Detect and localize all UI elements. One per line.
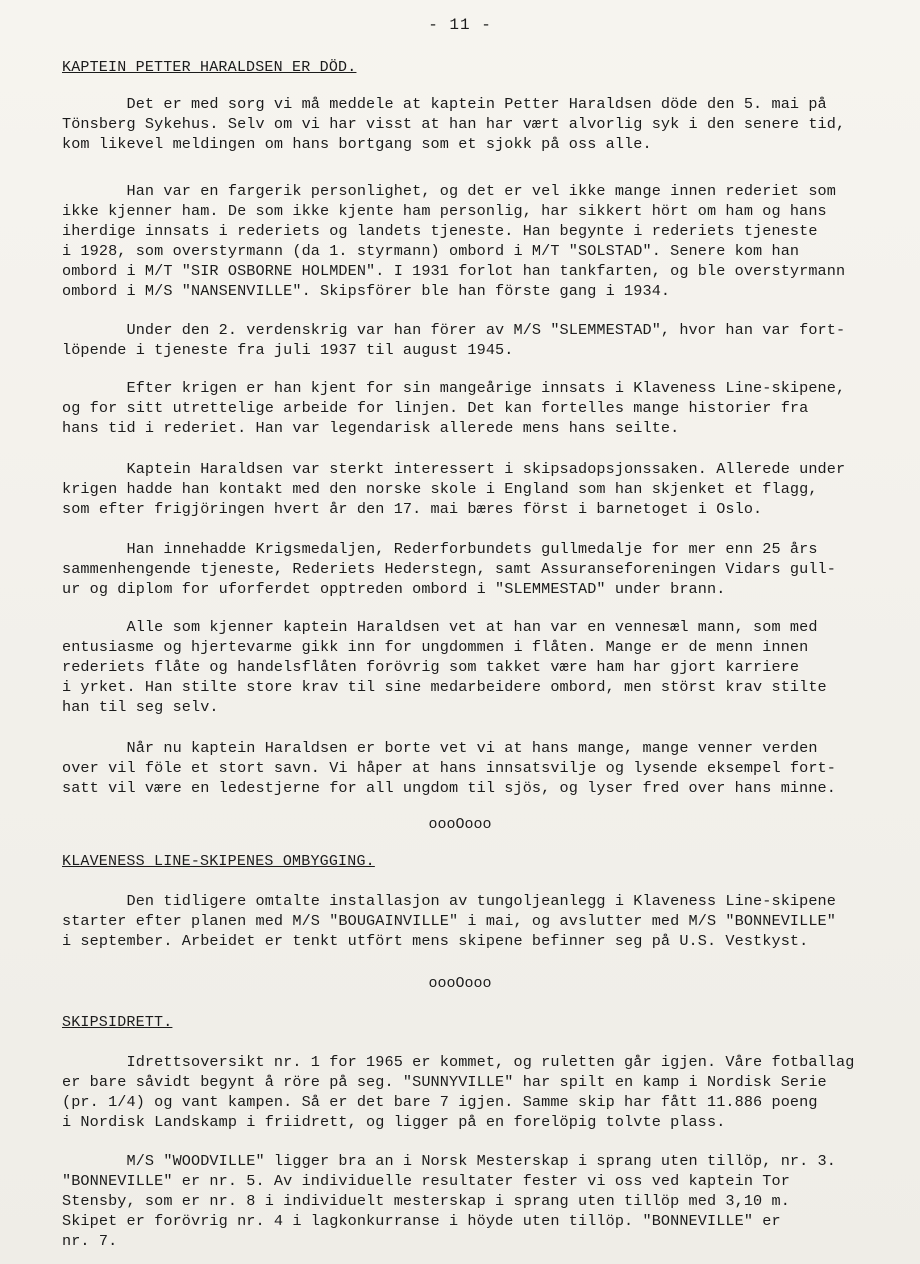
text-line: löpende i tjeneste fra juli 1937 til august 1945. — [62, 341, 514, 359]
text-line: entusiasme og hjertevarme gikk inn for ungdommen i flåten. Mange er de menn innen — [62, 638, 809, 656]
paragraph — [62, 459, 907, 519]
paragraph — [62, 320, 907, 360]
text-line: kom likevel meldingen om hans bortgang som et sjokk på oss alle. — [62, 135, 652, 153]
section-separator: oooOooo — [428, 816, 492, 833]
text-line: Det er med sorg vi må meddele at kaptein Petter Haraldsen döde den 5. mai på — [62, 95, 827, 113]
text-line: som efter frigjöringen hvert år den 17. mai bæres först i barnetoget i Oslo. — [62, 500, 763, 518]
text-line: i yrket. Han stilte store krav til sine medarbeidere ombord, men störst krav stilte — [62, 678, 827, 696]
paragraph — [62, 738, 907, 798]
section-heading-sports: SKIPSIDRETT. — [62, 1014, 173, 1031]
text-line: i Nordisk Landskamp i friidrett, og ligger på en forelöpig tolvte plass. — [62, 1113, 726, 1131]
text-line: Kaptein Haraldsen var sterkt interessert i skipsadopsjonssaken. Allerede under — [62, 460, 846, 478]
text-line: ombord i M/T "SIR OSBORNE HOLMDEN". I 1931 forlot han tankfarten, og ble overstyrmann — [62, 262, 846, 280]
text-line: M/S "WOODVILLE" ligger bra an i Norsk Mesterskap i sprang uten tillöp, nr. 3. — [62, 1152, 836, 1170]
paragraph — [62, 617, 907, 717]
paragraph — [62, 1052, 907, 1132]
page-number: - 11 - — [428, 16, 492, 34]
text-line: Stensby, som er nr. 8 i individuelt mesterskap i sprang uten tillöp med 3,10 m. — [62, 1192, 790, 1210]
text-line: Efter krigen er han kjent for sin mangeårige innsats i Klaveness Line-skipene, — [62, 379, 846, 397]
text-line: ur og diplom for uforferdet opptreden ombord i "SLEMMESTAD" under brann. — [62, 580, 726, 598]
text-line: Under den 2. verdenskrig var han förer av M/S "SLEMMESTAD", hvor han var fort- — [62, 321, 846, 339]
text-line: over vil föle et stort savn. Vi håper at hans innsatsvilje og lysende eksempel fort- — [62, 759, 836, 777]
text-line: iherdige innsats i rederiets og landets tjeneste. Han begynte i rederiets tjeneste — [62, 222, 818, 240]
text-line: satt vil være en ledestjerne for all ungdom til sjös, og lyser fred over hans minne. — [62, 779, 836, 797]
text-line: Idrettsoversikt nr. 1 for 1965 er kommet, og ruletten går igjen. Våre fotballag — [62, 1053, 855, 1071]
text-line: hans tid i rederiet. Han var legendarisk allerede mens hans seilte. — [62, 419, 680, 437]
text-line: i 1928, som overstyrmann (da 1. styrmann) ombord i M/T "SOLSTAD". Senere kom han — [62, 242, 800, 260]
text-line: ombord i M/S "NANSENVILLE". Skipsförer ble han förste gang i 1934. — [62, 282, 671, 300]
paragraph — [62, 378, 907, 438]
text-line: sammenhengende tjeneste, Rederiets Hederstegn, samt Assuranseforeningen Vidars gull- — [62, 560, 836, 578]
paragraph — [62, 1151, 907, 1251]
text-line: (pr. 1/4) og vant kampen. Så er det bare 7 igjen. Samme skip har fått 11.886 poeng — [62, 1093, 818, 1111]
text-line: Når nu kaptein Haraldsen er borte vet vi at hans mange, mange venner verden — [62, 739, 818, 757]
text-line: i september. Arbeidet er tenkt utfört mens skipene befinner seg på U.S. Vestkyst. — [62, 932, 809, 950]
section-separator: oooOooo — [428, 975, 492, 992]
text-line: han til seg selv. — [62, 698, 219, 716]
text-line: starter efter planen med M/S "BOUGAINVILLE" i mai, og avslutter med M/S "BONNEVILLE" — [62, 912, 836, 930]
section-heading-obituary: KAPTEIN PETTER HARALDSEN ER DÖD. — [62, 59, 357, 76]
text-line: og for sitt utrettelige arbeide for linjen. Det kan fortelles mange historier fra — [62, 399, 809, 417]
text-line: Tönsberg Sykehus. Selv om vi har visst at han har vært alvorlig syk i den senere tid, — [62, 115, 846, 133]
text-line: Han var en fargerik personlighet, og det er vel ikke mange innen rederiet som — [62, 182, 836, 200]
text-line: krigen hadde han kontakt med den norske skole i England som han skjenket et flagg, — [62, 480, 818, 498]
text-line: nr. 7. — [62, 1232, 118, 1250]
paragraph — [62, 539, 907, 599]
text-line: Den tidligere omtalte installasjon av tungoljeanlegg i Klaveness Line-skipene — [62, 892, 836, 910]
text-line: Han innehadde Krigsmedaljen, Rederforbundets gullmedalje for mer enn 25 års — [62, 540, 818, 558]
paragraph — [62, 181, 907, 301]
text-line: er bare såvidt begynt å röre på seg. "SUNNYVILLE" har spilt en kamp i Nordisk Serie — [62, 1073, 827, 1091]
text-line: ikke kjenner ham. De som ikke kjente ham personlig, har sikkert hört om ham og hans — [62, 202, 827, 220]
paragraph — [62, 94, 907, 154]
text-line: Alle som kjenner kaptein Haraldsen vet at han var en vennesæl mann, som med — [62, 618, 818, 636]
text-line: rederiets flåte og handelsflåten forövrig som takket være ham har gjort karriere — [62, 658, 800, 676]
section-heading-rebuild: KLAVENESS LINE-SKIPENES OMBYGGING. — [62, 853, 375, 870]
paragraph — [62, 891, 907, 951]
text-line: Skipet er forövrig nr. 4 i lagkonkurranse i höyde uten tillöp. "BONNEVILLE" er — [62, 1212, 781, 1230]
text-line: "BONNEVILLE" er nr. 5. Av individuelle resultater fester vi oss ved kaptein Tor — [62, 1172, 790, 1190]
